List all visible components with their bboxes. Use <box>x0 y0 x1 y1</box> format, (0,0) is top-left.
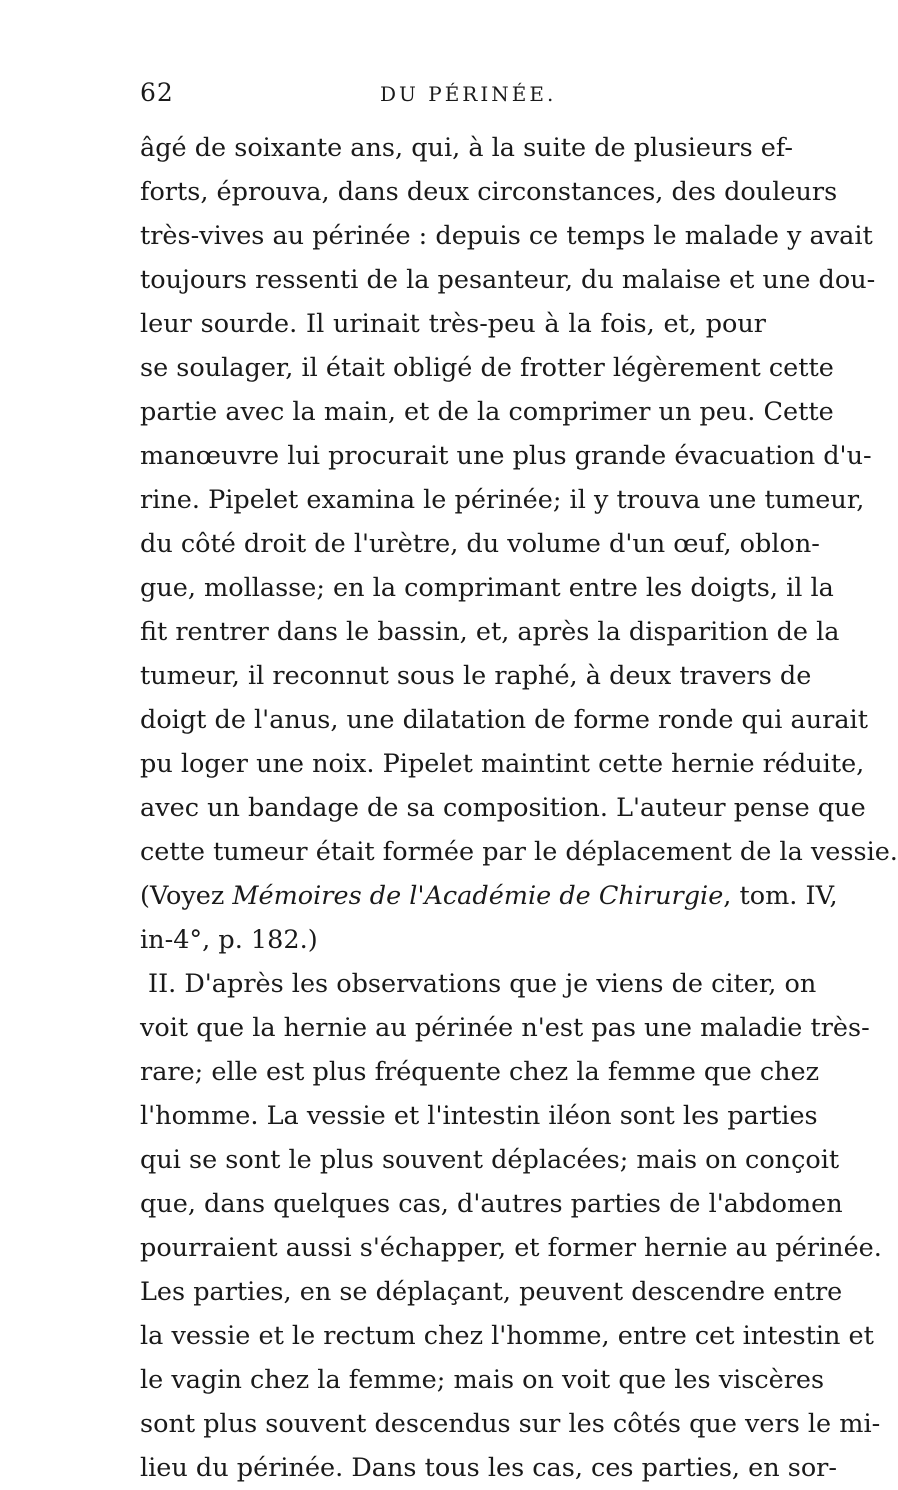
text-line: le vagin chez la femme; mais on voit que les viscères <box>140 1365 825 1395</box>
text-line: tumeur, il reconnut sous le raphé, à deux travers de <box>140 661 812 691</box>
citation-rest: , tom. IV, <box>723 881 838 911</box>
text-line: toujours ressenti de la pesanteur, du malaise et une dou- <box>140 265 876 295</box>
text-line: partie avec la main, et de la comprimer un peu. Cette <box>140 397 834 427</box>
text-line: se soulager, il était obligé de frotter légèrement cette <box>140 353 834 383</box>
text-line: qui se sont le plus souvent déplacées; mais on conçoit <box>140 1145 840 1175</box>
text-line: pu loger une noix. Pipelet maintint cette hernie réduite, <box>140 749 865 779</box>
text-line: cette tumeur était formée par le déplacement de la vessie. <box>140 837 898 867</box>
text-line: la vessie et le rectum chez l'homme, entre cet intestin et <box>140 1321 874 1351</box>
text-line: gue, mollasse; en la comprimant entre les doigts, il la <box>140 573 834 603</box>
text-line: rine. Pipelet examina le périnée; il y trouva une tumeur, <box>140 485 865 515</box>
text-line: voit que la hernie au périnée n'est pas une maladie très- <box>140 1013 870 1043</box>
text-line: avec un bandage de sa composition. L'auteur pense que <box>140 793 866 823</box>
body-text <box>140 126 898 1490</box>
citation-line <box>140 874 838 918</box>
text-line: fit rentrer dans le bassin, et, après la disparition de la <box>140 617 840 647</box>
page-number: 62 <box>140 78 174 107</box>
text-line: que, dans quelques cas, d'autres parties de l'abdomen <box>140 1189 843 1219</box>
text-line: très-vives au périnée : depuis ce temps le malade y avait <box>140 221 873 251</box>
text-line: du côté droit de l'urètre, du volume d'un œuf, oblon- <box>140 529 820 559</box>
text-line: âgé de soixante ans, qui, à la suite de plusieurs ef- <box>140 133 794 163</box>
citation-line-end: in-4°, p. 182.) <box>140 925 318 955</box>
text-line: lieu du périnée. Dans tous les cas, ces parties, en sor- <box>140 1453 837 1483</box>
text-line: manœuvre lui procurait une plus grande évacuation d'u- <box>140 441 872 471</box>
text-line: doigt de l'anus, une dilatation de forme ronde qui aurait <box>140 705 868 735</box>
citation-open: (Voyez <box>140 881 233 911</box>
text-line: sont plus souvent descendus sur les côtés que vers le mi- <box>140 1409 881 1439</box>
citation-title: Mémoires de l'Académie de Chirurgie <box>232 881 724 911</box>
text-line: Les parties, en se déplaçant, peuvent descendre entre <box>140 1277 843 1307</box>
running-head: DU PÉRINÉE. <box>380 82 557 106</box>
text-line: forts, éprouva, dans deux circonstances, des douleurs <box>140 177 838 207</box>
text-line: pourraient aussi s'échapper, et former hernie au périnée. <box>140 1233 882 1263</box>
text-line: rare; elle est plus fréquente chez la femme que chez <box>140 1057 820 1087</box>
text-line: leur sourde. Il urinait très-peu à la fois, et, pour <box>140 309 766 339</box>
text-line: l'homme. La vessie et l'intestin iléon sont les parties <box>140 1101 818 1131</box>
page-header <box>140 78 766 108</box>
paragraph-start-line: II. D'après les observations que je viens de citer, on <box>148 969 817 999</box>
